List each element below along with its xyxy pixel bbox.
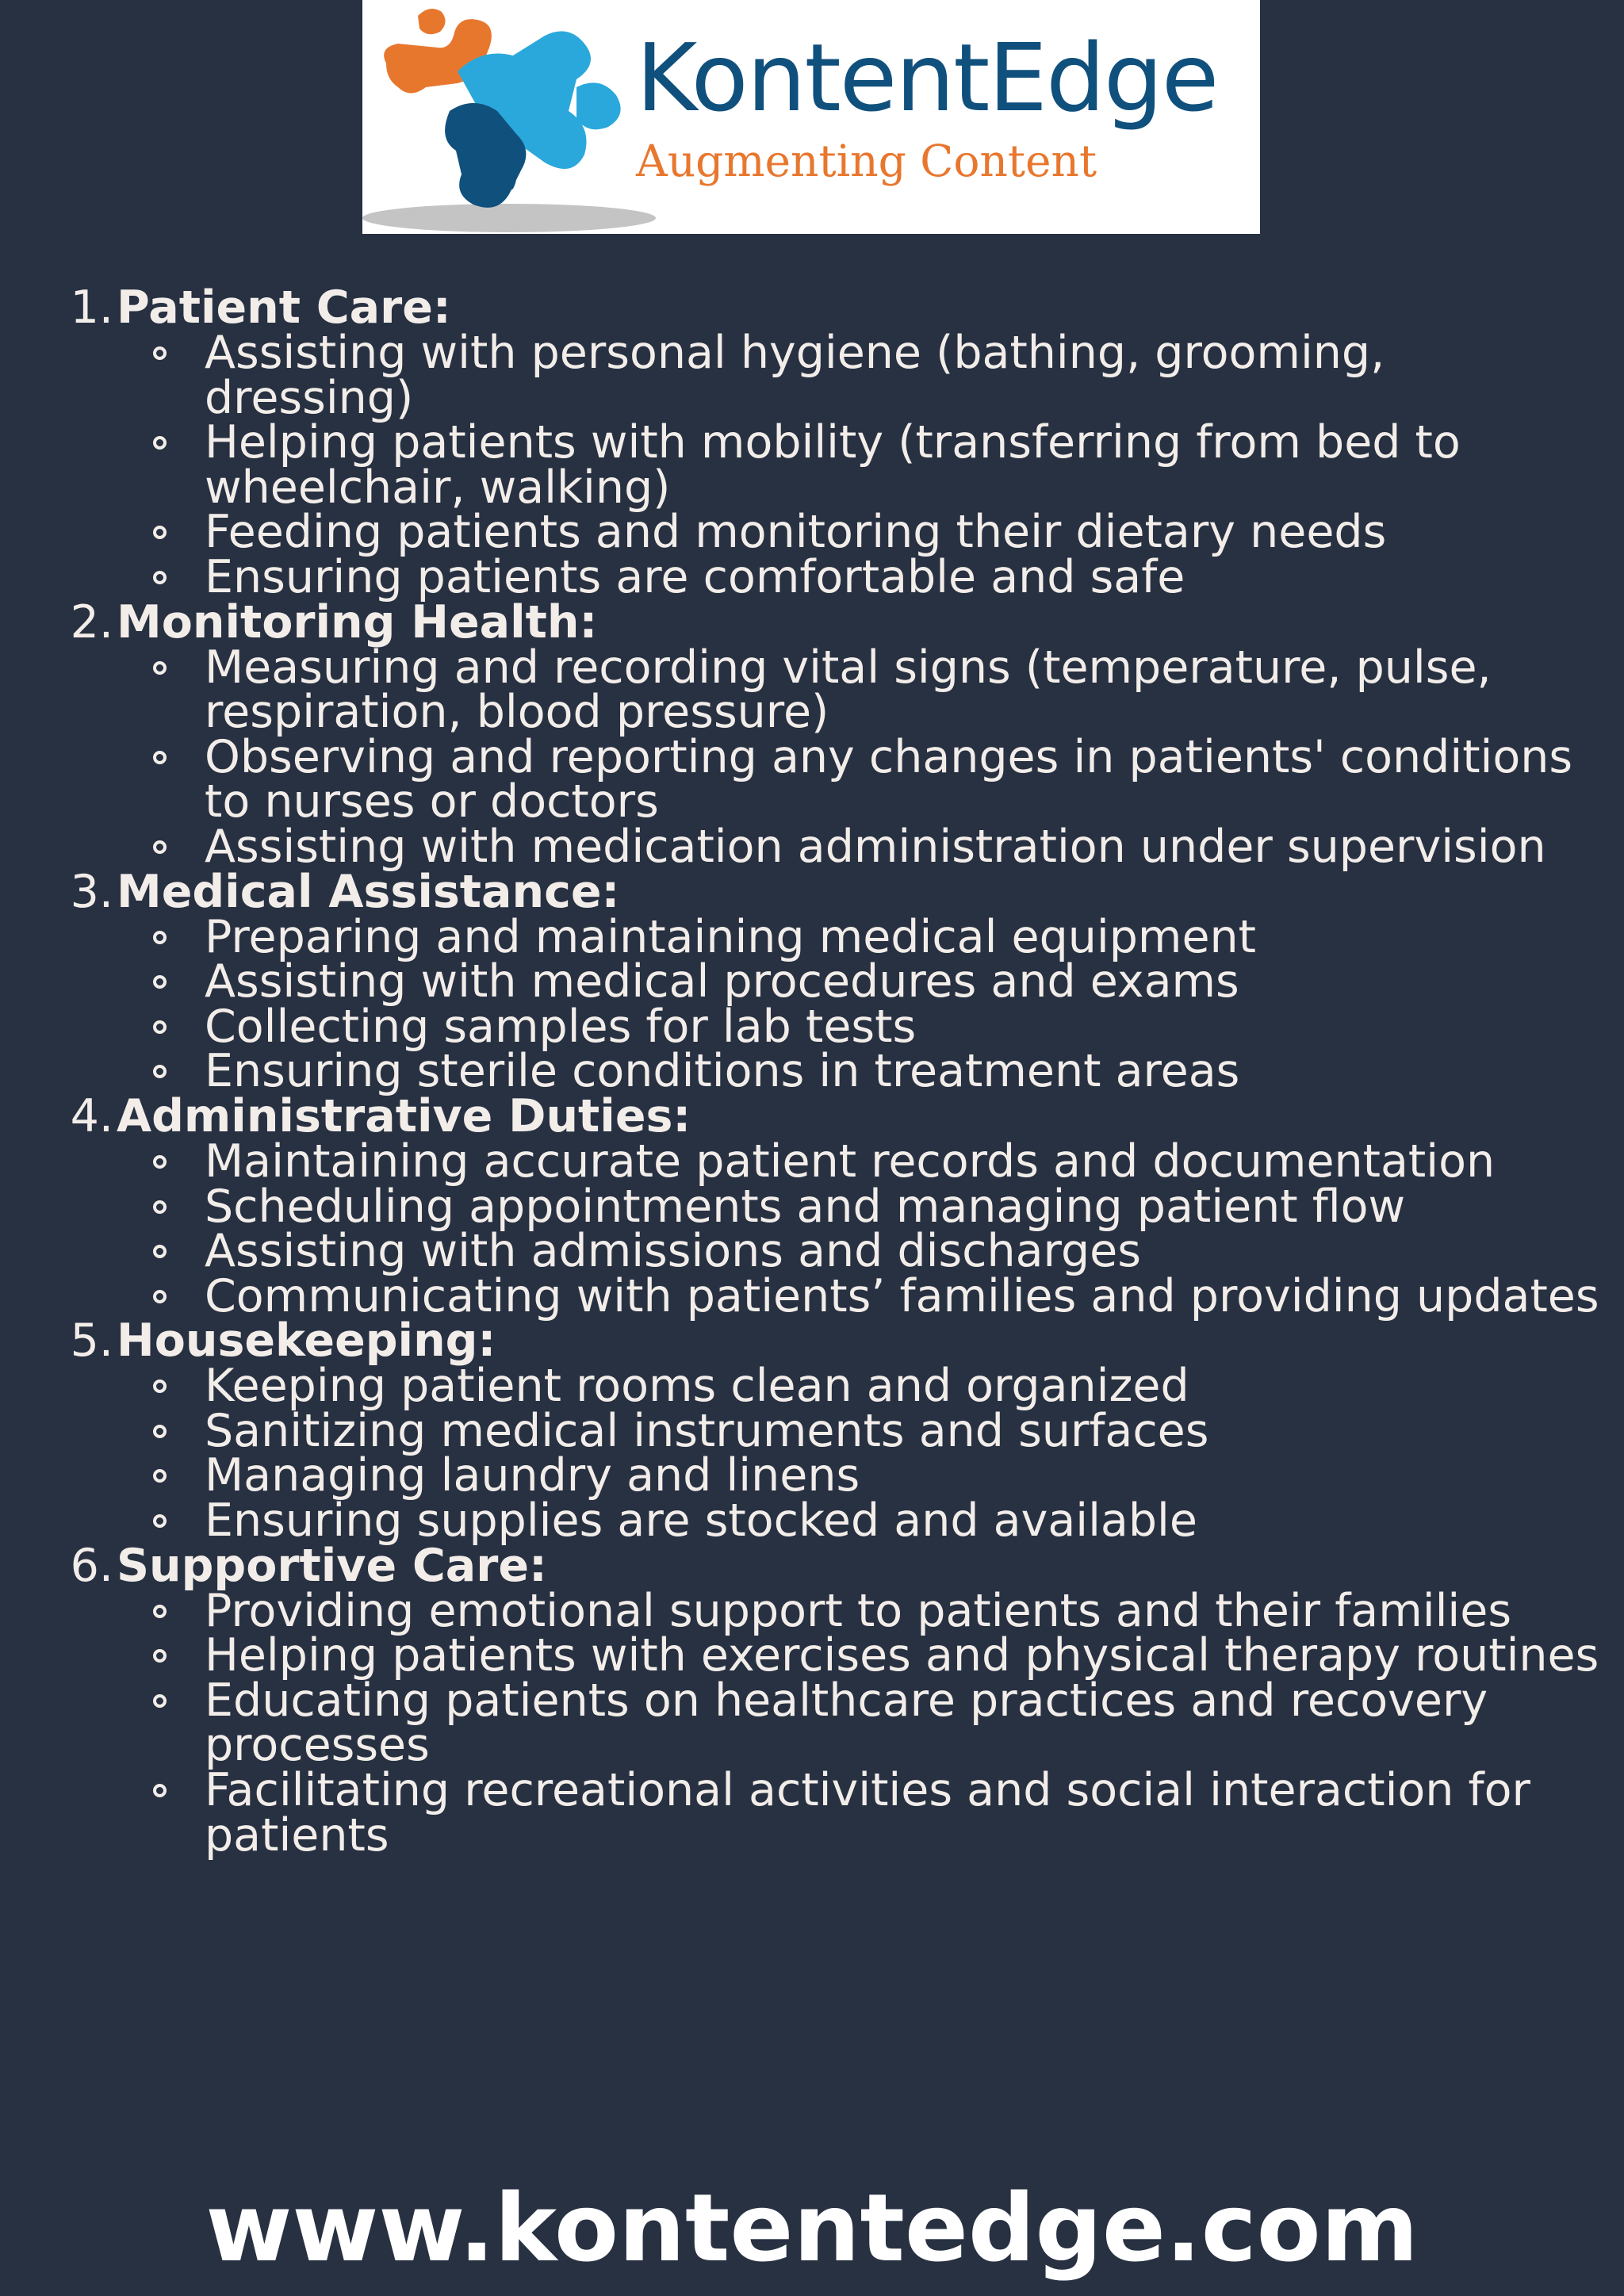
list-item — [0, 955, 1600, 1008]
list-item — [0, 416, 1600, 514]
list-item — [0, 1269, 1600, 1322]
list-item — [0, 1360, 1600, 1413]
bullet-circle-icon — [153, 526, 167, 539]
logo-brand-name: KontentEdge — [636, 23, 1218, 132]
section-heading — [0, 1314, 1624, 1368]
bullet-circle-icon — [153, 346, 167, 360]
list-item-text: Keeping patient rooms clean and organized — [205, 1360, 1189, 1413]
bullet-circle-icon — [153, 1065, 167, 1078]
list-item-text: Facilitating recreational activities and social interaction for patients — [205, 1764, 1530, 1862]
list-item — [0, 1449, 1600, 1502]
bullet-circle-icon — [153, 1155, 167, 1169]
list-item-text: Helping patients with mobility (transferring from bed to wheelchair, walking) — [205, 416, 1461, 514]
list-item-text: Helping patients with exercises and physical therapy routines — [205, 1629, 1599, 1682]
list-item-text: Ensuring supplies are stocked and available — [205, 1494, 1197, 1548]
list-item — [0, 730, 1600, 828]
section-title: Medical Assistance: — [117, 865, 620, 918]
section-supportive-care — [0, 1539, 1624, 1862]
list-item — [0, 641, 1600, 739]
list-item-text: Preparing and maintaining medical equipment — [205, 910, 1257, 963]
list-item — [0, 910, 1600, 963]
list-item-text: Ensuring patients are comfortable and safe — [205, 550, 1185, 603]
list-item-text: Managing laundry and linens — [205, 1449, 860, 1502]
list-item — [0, 1225, 1600, 1278]
bullet-circle-icon — [153, 840, 167, 854]
bullet-circle-icon — [153, 1200, 167, 1214]
list-item — [0, 1404, 1600, 1457]
section-title: Housekeeping: — [117, 1314, 496, 1368]
bullet-circle-icon — [153, 1605, 167, 1618]
list-item-text: Maintaining accurate patient records and documentation — [205, 1135, 1496, 1188]
section-title: Administrative Duties: — [117, 1089, 691, 1142]
section-number: 6. — [70, 1539, 113, 1592]
section-heading — [0, 595, 1624, 649]
bullet-circle-icon — [153, 1245, 167, 1258]
section-title: Monitoring Health: — [117, 595, 598, 649]
section-monitoring-health — [0, 595, 1624, 873]
list-item — [0, 550, 1600, 603]
list-item — [0, 1584, 1600, 1637]
bullet-circle-icon — [153, 1784, 167, 1797]
list-item — [0, 820, 1600, 873]
bullet-circle-icon — [153, 436, 167, 450]
bullet-circle-icon — [153, 1514, 167, 1528]
bullet-circle-icon — [153, 1380, 167, 1393]
section-medical-assistance — [0, 865, 1624, 1098]
list-item-text: Providing emotional support to patients and their families — [205, 1584, 1512, 1637]
list-item-text: Scheduling appointments and managing patient flow — [205, 1180, 1406, 1233]
list-item-text: Ensuring sterile conditions in treatment areas — [205, 1045, 1240, 1098]
bullet-circle-icon — [153, 1290, 167, 1303]
list-item — [0, 1764, 1600, 1862]
list-item-text: Assisting with medication administration under supervision — [205, 820, 1546, 873]
duties-list — [0, 281, 1624, 1862]
list-item-text: Communicating with patients’ families and providing updates — [205, 1269, 1599, 1322]
list-item-text: Collecting samples for lab tests — [205, 1000, 917, 1053]
section-number: 3. — [70, 865, 113, 918]
list-item — [0, 1000, 1600, 1053]
list-item — [0, 1045, 1600, 1098]
list-item — [0, 506, 1600, 559]
list-item-text: Sanitizing medical instruments and surfaces — [205, 1404, 1209, 1457]
list-item — [0, 1494, 1600, 1548]
website-url[interactable]: www.kontentedge.com — [205, 2173, 1419, 2283]
list-item — [0, 327, 1600, 424]
list-item-text: Assisting with personal hygiene (bathing, grooming, dressing) — [205, 327, 1385, 424]
list-item — [0, 1674, 1600, 1772]
list-item-text: Observing and reporting any changes in patients' conditions to nurses or doctors — [205, 730, 1573, 828]
section-number: 4. — [70, 1089, 113, 1142]
bullet-circle-icon — [153, 661, 167, 675]
section-heading — [0, 865, 1624, 918]
list-item — [0, 1629, 1600, 1682]
section-administrative-duties — [0, 1089, 1624, 1322]
section-number: 2. — [70, 595, 113, 649]
section-housekeeping — [0, 1314, 1624, 1548]
section-heading — [0, 1539, 1624, 1592]
section-patient-care — [0, 281, 1624, 603]
bullet-circle-icon — [153, 975, 167, 989]
list-item-text: Measuring and recording vital signs (temperature, pulse, respiration, blood pressure) — [205, 641, 1492, 739]
section-number: 5. — [70, 1314, 113, 1368]
bullet-circle-icon — [153, 1425, 167, 1438]
bullet-circle-icon — [153, 931, 167, 944]
section-title: Patient Care: — [117, 281, 451, 334]
bullet-circle-icon — [153, 1694, 167, 1708]
section-number: 1. — [70, 281, 113, 334]
list-item — [0, 1180, 1600, 1233]
bullet-circle-icon — [153, 571, 167, 584]
bullet-circle-icon — [153, 1020, 167, 1034]
logo-tagline: Augmenting Content — [636, 136, 1097, 186]
list-item-text: Assisting with medical procedures and exams — [205, 955, 1239, 1008]
list-item-text: Feeding patients and monitoring their dietary needs — [205, 506, 1387, 559]
bullet-circle-icon — [153, 1469, 167, 1483]
section-heading — [0, 281, 1624, 334]
bullet-circle-icon — [153, 1649, 167, 1663]
section-heading — [0, 1089, 1624, 1142]
logo — [362, 0, 1260, 234]
list-item-text: Assisting with admissions and discharges — [205, 1225, 1141, 1278]
list-item-text: Educating patients on healthcare practices and recovery processes — [205, 1674, 1488, 1772]
bullet-circle-icon — [153, 751, 167, 764]
section-title: Supportive Care: — [117, 1539, 547, 1592]
list-item — [0, 1135, 1600, 1188]
